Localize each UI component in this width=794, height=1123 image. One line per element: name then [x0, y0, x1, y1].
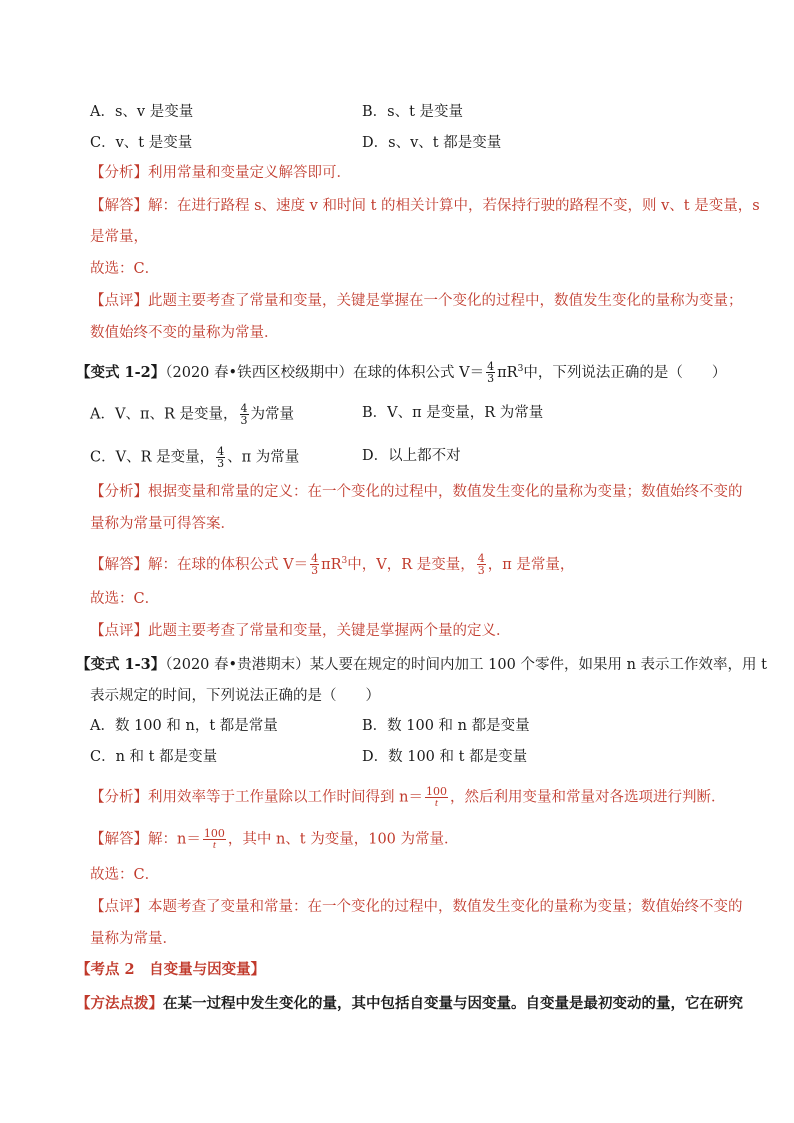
fraction: $\frac{100}{t}$ — [203, 827, 225, 851]
fraction: $\frac{4}{3}$ — [240, 402, 248, 427]
option-b: B．s、t 是变量 — [362, 104, 464, 120]
q2-option-d: D．以上都不对 — [362, 448, 461, 464]
q3-option-a: A．数 100 和 n，t 都是常量 — [90, 718, 278, 734]
question-3-stem-1: 【变式 1-3】（2020 春•贵港期末）某人要在规定的时间内加工 100 个零件，如果用 n 表示工作效率，用 t — [76, 656, 767, 673]
fraction: $\frac{4}{3}$ — [487, 360, 495, 386]
q3-answer: 【解答】解：n＝ $\frac{100}{t}$ ，其中 n、t 为变量，100 为常量． — [90, 827, 459, 851]
question-3-stem-2: 表示规定的时间，下列说法正确的是（ ） — [90, 688, 380, 704]
answer-text: 解：在进行路程 s、速度 v 和时间 t 的相关计算中，若保持行驶的路程不变，则 v、t 是变量，s — [148, 198, 760, 214]
q3-comment-line-1: 【点评】本题考查了变量和常量：在一个变化的过程中，数值发生变化的量称为变量；数值始终不变的 — [90, 899, 743, 915]
q3-comment-line-2: 量称为常量． — [90, 931, 177, 947]
fraction: $\frac{100}{t}$ — [425, 785, 447, 809]
option-a: A．s、v 是变量 — [90, 104, 194, 120]
question-2-tag: 【变式 1-2】 — [76, 363, 166, 381]
formula-tail: πR — [497, 364, 518, 381]
q3-option-d: D．数 100 和 t 都是变量 — [362, 749, 528, 765]
option-d: D．s、v、t 都是变量 — [362, 135, 502, 151]
q3-option-b: B．数 100 和 n 都是变量 — [362, 718, 530, 734]
choice: 故选：C． — [90, 261, 160, 277]
question-2-source: （2020 春•铁西区校级期中）在球的体积公式 V＝ — [165, 364, 485, 381]
answer-line-2: 是常量， — [90, 229, 148, 245]
method-tag: 【方法点拨】 — [76, 995, 163, 1012]
q3-choice: 故选：C． — [90, 867, 160, 883]
fraction: $\frac{4}{3}$ — [217, 445, 225, 470]
q2-option-b: B．V、π 是变量，R 为常量 — [362, 405, 544, 421]
q2-analysis-line-2: 量称为常量可得答案． — [90, 516, 235, 532]
fraction: $\frac{4}{3}$ — [311, 552, 319, 578]
q2-comment: 【点评】此题主要考查了常量和变量，关键是掌握两个量的定义． — [90, 623, 511, 639]
analysis-text: 利用常量和变量定义解答即可． — [148, 165, 351, 181]
option-c: C．v、t 是变量 — [90, 135, 193, 151]
q3-analysis: 【分析】利用效率等于工作量除以工作时间得到 n＝ $\frac{100}{t}$ ，然后利用变量和常量对各选项进行判断． — [90, 785, 726, 809]
answer-tag: 【解答】 — [90, 198, 148, 214]
answer-line-1 — [90, 196, 760, 216]
method-line — [76, 994, 743, 1014]
method-text: 在某一过程中发生变化的量，其中包括自变量与因变量。自变量是最初变动的量，它在研究 — [163, 995, 743, 1012]
section-heading: 【考点 2 自变量与因变量】 — [76, 961, 266, 978]
analysis — [90, 163, 351, 183]
analysis-tag: 【分析】 — [90, 165, 148, 181]
question-2-stem-tail: 中，下列说法正确的是（ ） — [523, 364, 727, 381]
comment-line-1 — [90, 291, 743, 311]
fraction: $\frac{4}{3}$ — [477, 552, 485, 578]
q2-option-c: C．V、R 是变量， $\frac{4}{3}$ 、π 为常量 — [90, 445, 300, 470]
q2-option-a: A．V、π、R 是变量， $\frac{4}{3}$ 为常量 — [90, 402, 294, 427]
exponent: 3 — [517, 364, 524, 374]
q2-answer: 【解答】解：在球的体积公式 V＝ $\frac{4}{3}$ $\pi R^3$中，V，R 是变量， $\frac{4}{3}$ ，π 是常量， — [90, 552, 575, 578]
q3-option-c: C．n 和 t 都是变量 — [90, 749, 218, 765]
q2-choice: 故选：C． — [90, 591, 160, 607]
question-2-stem — [76, 359, 726, 384]
q2-analysis-line-1: 【分析】根据变量和常量的定义：在一个变化的过程中，数值发生变化的量称为变量；数值始终不变的 — [90, 484, 743, 500]
comment-text: 此题主要考查了常量和变量，关键是掌握在一个变化的过程中，数值发生变化的量称为变量； — [148, 293, 743, 309]
comment-tag: 【点评】 — [90, 293, 148, 309]
comment-line-2: 数值始终不变的量称为常量． — [90, 325, 279, 341]
